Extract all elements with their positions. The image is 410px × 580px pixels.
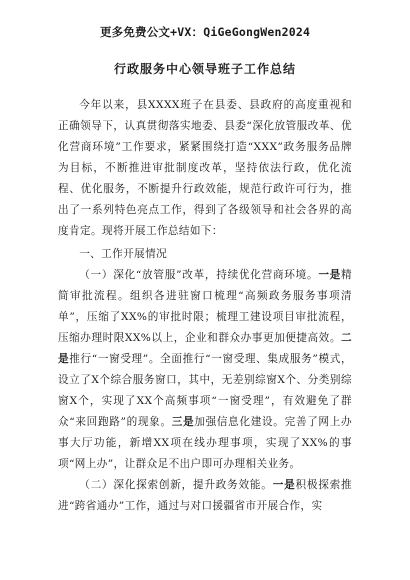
document-title: 行政服务中心领导班子工作总结 xyxy=(113,62,296,76)
keyword-second: 二是 xyxy=(58,332,352,365)
keyword-third: 三是 xyxy=(171,416,195,428)
paragraph-text: 精简审批流程。组织各进驻窗口梳理“高频政务服务事项清单”，压缩了XX%的审批时限；梳理工建设项目审批流程，压缩办理时限XX%以上，企业和群众办事更加便捷高效。 xyxy=(58,269,352,344)
paragraph-reform xyxy=(58,265,352,475)
paragraph-text: 加强信息化建设。完善了网上办事大厅功能，新增XX项在线办理事项，实现了XX%的事项“网上办”，让群众足不出户即可办理相关业务。 xyxy=(58,416,352,470)
intro-paragraph: 今年以来，县XXXX班子在县委、县政府的高度重视和正确领导下，认真贯彻落实地委、县委“深化放管服改革、优化营商环境”工作要求，紧紧围绕打造“XXX”政务服务品牌为目标，不断推进审批制度改革，坚持依法行政，优化流程、优化服务，不断提升行政效能，规范行政许可行为，推出了一系列特色亮点工作，得到了各级领导和社会各界的高度肯定。现将开展工作总结如下： xyxy=(58,99,352,237)
keyword-first: 一是 xyxy=(272,479,296,491)
paragraph-lead: （一）深化“放管服”改革，持续优化营商环境。 xyxy=(79,269,319,281)
paragraph-text: 积极探索推进“跨省通办”工作，通过与对口援疆省市开展合作，实 xyxy=(58,479,352,512)
section-heading: 一、工作开展情况 xyxy=(79,248,168,260)
paragraph-innovation xyxy=(58,475,352,517)
keyword-first: 一是 xyxy=(318,269,341,281)
promo-banner: 更多免费公文+VX：QiGeGongWen2024 xyxy=(99,25,311,39)
paragraph-lead: （二）深化探索创新，提升政务效能。 xyxy=(79,479,273,491)
paragraph-text: 推行“一窗受理”。全面推行“一窗受理、集成服务”模式，设立了X个综合服务窗口，其中，无差别综窗X个、分类别综窗X个，实现了XX个高频事项“一窗受理”，有效避免了群众“来回跑路”的现象。 xyxy=(58,353,352,428)
